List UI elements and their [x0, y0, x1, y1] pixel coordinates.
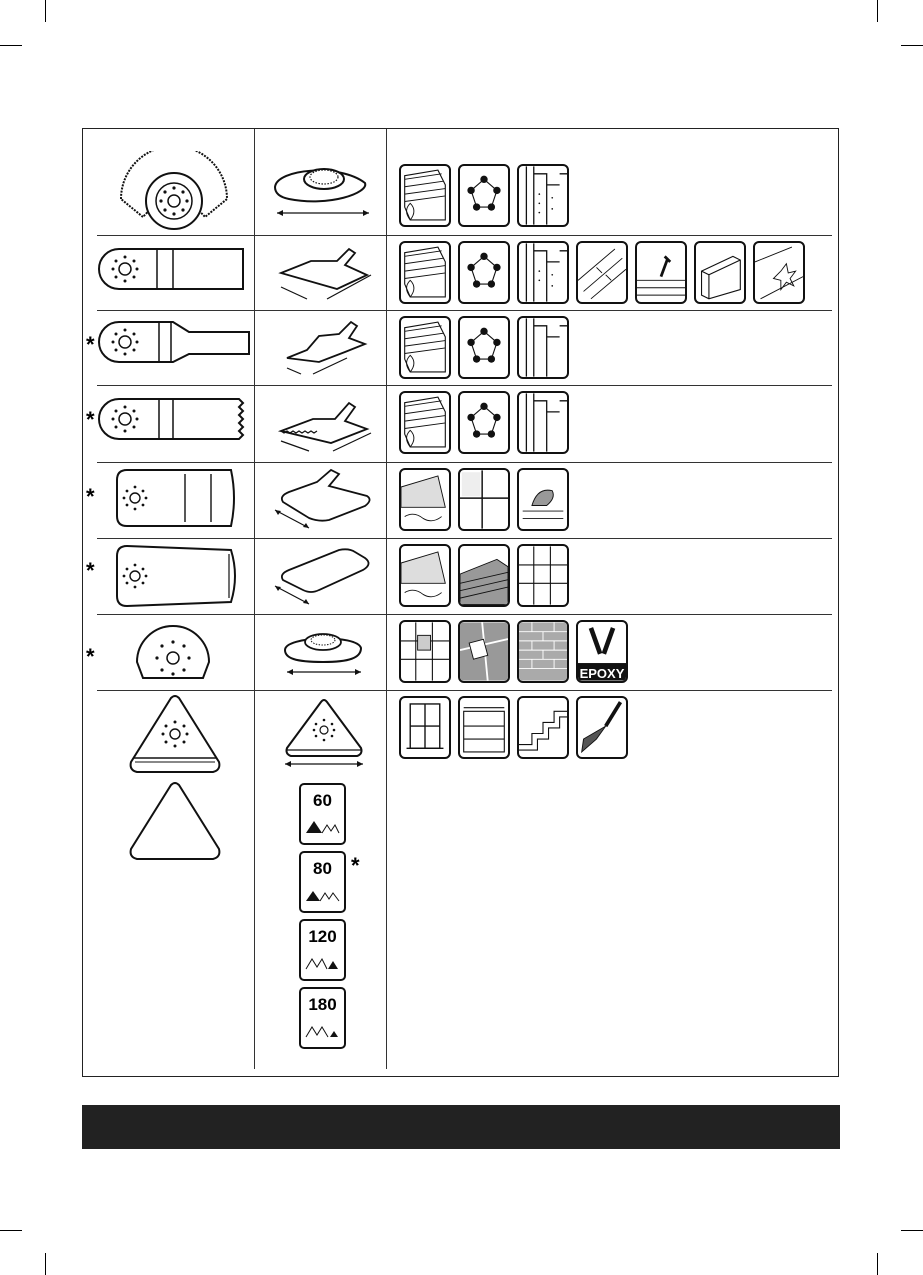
grit-box-120	[299, 919, 346, 981]
plunge-blade-wide-icon	[97, 245, 247, 293]
plunge-blade-narrow-icon	[97, 318, 251, 366]
plastic-icon	[458, 316, 510, 379]
grit-coarse-icon	[304, 817, 341, 835]
material-icons	[399, 544, 569, 607]
brick-icon	[517, 620, 569, 683]
plunge-blade-wide-perspective-icon	[271, 241, 381, 303]
scraper-blade-rigid-icon	[113, 466, 239, 530]
metal-profile-icon	[694, 241, 746, 304]
crop-mark	[877, 1253, 878, 1275]
tile-joint-icon	[517, 544, 569, 607]
glass-fibre-icon	[753, 241, 805, 304]
crop-mark	[45, 1253, 46, 1275]
plastic-icon	[458, 164, 510, 227]
delta-pad-perspective-icon	[279, 692, 369, 778]
grit-box-80	[299, 851, 346, 913]
epoxy-icon	[576, 620, 628, 683]
grit-number: 60	[313, 791, 332, 810]
material-icons	[399, 696, 628, 759]
tile-grout-icon	[458, 468, 510, 531]
carbide-blade-icon	[133, 622, 213, 686]
delta-pad-icon	[127, 692, 223, 776]
window-icon	[399, 696, 451, 759]
grit-fine-icon	[304, 953, 341, 971]
grit-number: 80	[313, 859, 332, 878]
accessory-table	[82, 128, 839, 1077]
drywall-icon	[517, 316, 569, 379]
asterisk: *	[86, 484, 95, 509]
plunge-blade-narrow-perspective-icon	[273, 316, 383, 378]
footer-bar	[82, 1105, 840, 1149]
crop-mark	[45, 0, 46, 22]
grit-box-180	[299, 987, 346, 1049]
tile-icon	[399, 620, 451, 683]
wood-icon	[399, 164, 451, 227]
scraper-rigid-perspective-icon	[269, 466, 381, 534]
crop-mark	[0, 1230, 22, 1231]
nail-icon	[635, 241, 687, 304]
tile-grout-icon	[458, 620, 510, 683]
drywall-icon	[517, 391, 569, 454]
material-icons	[399, 164, 569, 227]
scraper-flexible-perspective-icon	[269, 544, 381, 610]
crop-mark	[0, 45, 22, 46]
drywall-icon	[517, 164, 569, 227]
grit-number: 180	[308, 995, 337, 1014]
grit-box-60	[299, 783, 346, 845]
grit-medium-icon	[304, 885, 341, 903]
crop-mark	[901, 45, 923, 46]
plastic-icon	[458, 391, 510, 454]
grit-extra-fine-icon	[304, 1021, 341, 1039]
asterisk: *	[351, 853, 360, 878]
carpet-glue-icon	[399, 468, 451, 531]
stairs-icon	[517, 696, 569, 759]
sanding-sheet-icon	[127, 779, 223, 861]
plastic-icon	[458, 241, 510, 304]
asterisk: *	[86, 332, 95, 357]
crop-mark	[877, 0, 878, 22]
material-icons	[399, 468, 569, 531]
asterisk: *	[86, 644, 95, 669]
material-icons	[399, 316, 569, 379]
carbide-blade-perspective-icon	[279, 622, 369, 682]
scraper-blade-flexible-icon	[113, 542, 239, 608]
mortar-icon	[517, 468, 569, 531]
drywall-icon	[517, 241, 569, 304]
flooring-icon	[576, 241, 628, 304]
cabinet-icon	[458, 696, 510, 759]
wood-icon	[399, 316, 451, 379]
japan-tooth-blade-icon	[97, 395, 247, 443]
material-icons	[399, 391, 569, 454]
paint-icon	[576, 696, 628, 759]
material-icons	[399, 620, 628, 683]
japan-tooth-perspective-icon	[271, 389, 381, 453]
wood-glue-icon	[458, 544, 510, 607]
material-icons	[399, 241, 805, 304]
segment-blade-icon	[117, 151, 231, 233]
asterisk: *	[86, 558, 95, 583]
segment-blade-perspective-icon	[269, 157, 375, 221]
carpet-glue-icon	[399, 544, 451, 607]
crop-mark	[901, 1230, 923, 1231]
asterisk: *	[86, 407, 95, 432]
grit-number: 120	[308, 927, 337, 946]
epoxy-label: EPOXY	[579, 666, 625, 681]
wood-icon	[399, 241, 451, 304]
wood-icon	[399, 391, 451, 454]
